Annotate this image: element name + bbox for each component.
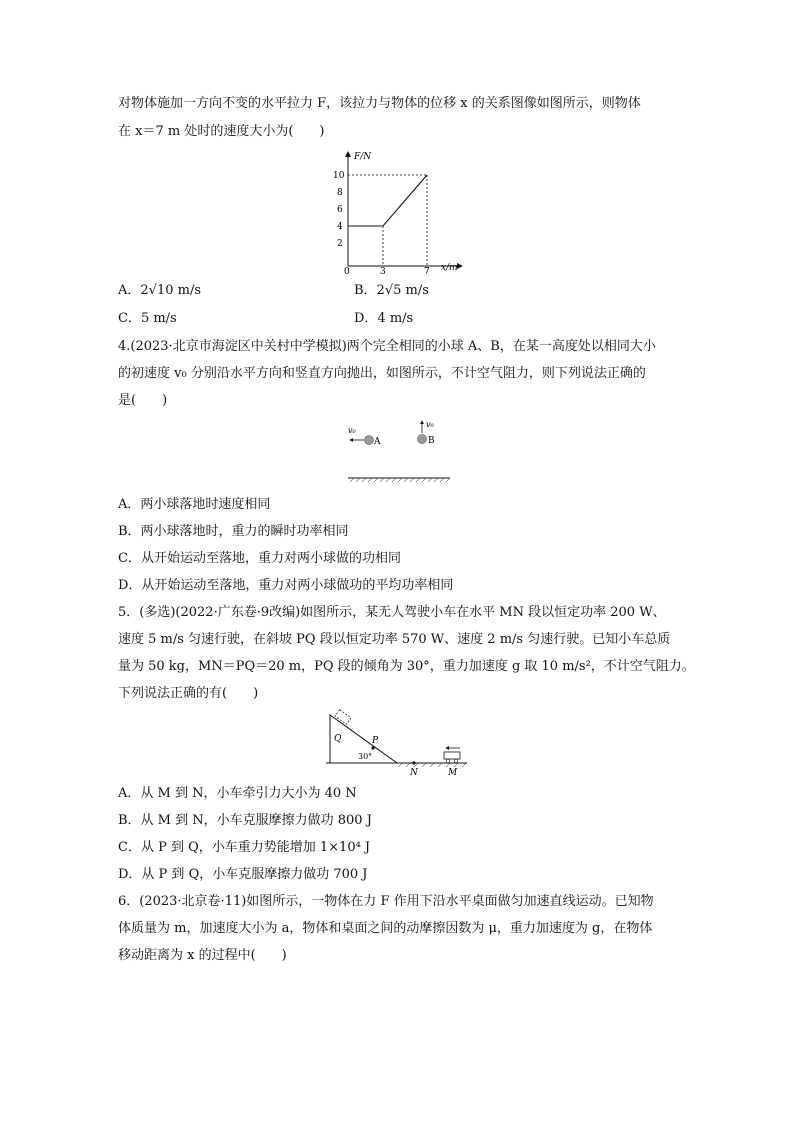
x-axis-label: x/m: [441, 263, 458, 273]
x-tick: 0: [344, 267, 350, 276]
y-tick: 8: [337, 188, 343, 198]
q6-stem-line1: 6．(2023·北京卷·11)如图所示，一物体在力 F 作用下沿水平桌面做匀加速直线运动。已知物: [118, 894, 654, 909]
label-q: Q: [334, 734, 342, 744]
y-tick: 10: [333, 171, 345, 181]
y-tick: 4: [337, 222, 343, 232]
y-axis-label: F/N: [354, 152, 372, 162]
q5-stem-line4: 下列说法正确的有( ): [118, 686, 259, 701]
q6-stem-line2: 体质量为 m，加速度大小为 a，物体和桌面之间的动摩擦因数为 μ，重力加速度为 g，在物体: [118, 921, 653, 936]
q4-stem-line2: 的初速度 v₀ 分别沿水平方向和竖直方向抛出，如图所示，不计空气阻力，则下列说法正确的: [118, 366, 646, 381]
q6-stem-line3: 移动距离为 x 的过程中( ): [118, 948, 287, 963]
cart-wheel: [446, 759, 450, 763]
q3-option-b: B．2√5 m/s: [354, 283, 429, 298]
q5-option-c: C．从 P 到 Q，小车重力势能增加 1×10⁴ J: [118, 840, 371, 855]
q4-projectile-figure: [340, 418, 460, 488]
ball-a-label: A: [374, 437, 381, 447]
force-line: [348, 175, 427, 226]
point-n: [412, 761, 415, 764]
q3-force-displacement-graph: [330, 146, 470, 276]
ground-hatch: [350, 478, 450, 482]
label-p: P: [372, 736, 379, 746]
q3-option-c: C．5 m/s: [118, 311, 177, 326]
y-tick: 6: [337, 205, 343, 215]
q5-option-d: D．从 P 到 Q，小车克服摩擦力做功 700 J: [118, 867, 368, 882]
q5-stem-line2: 速度 5 m/s 匀速行驶，在斜坡 PQ 段以恒定功率 570 W、速度 2 m/s 匀速行驶。已知小车总质: [118, 632, 671, 647]
v0-label-b: v₀: [426, 420, 434, 429]
v0-label-a: v₀: [348, 426, 356, 435]
q4-option-d: D．从开始运动至落地，重力对两小球做功的平均功率相同: [118, 578, 454, 593]
q3-stem-line1: 对物体施加一方向不变的水平拉力 F，该拉力与物体的位移 x 的关系图像如图所示，则物体: [118, 96, 641, 111]
q3-option-d: D．4 m/s: [354, 311, 414, 326]
q5-option-a: A．从 M 到 N，小车牵引力大小为 40 N: [118, 786, 357, 801]
ground-hatch: [398, 763, 466, 767]
q4-option-c: C．从开始运动至落地，重力对两小球做的功相同: [118, 551, 401, 566]
q4-option-a: A．两小球落地时速度相同: [118, 497, 271, 512]
q3-option-a: A．2√10 m/s: [118, 283, 201, 298]
ball-b: [418, 435, 427, 444]
cart-wheel: [454, 759, 458, 763]
q5-stem-line3: 量为 50 kg，MN＝PQ＝20 m，PQ 段的倾角为 30°，重力加速度 g 取 10 m/s²，不计空气阻力。: [118, 659, 695, 674]
q4-stem-line1: 4.(2023·北京市海淀区中关村中学模拟)两个完全相同的小球 A、B，在某一高度处以相同大小: [118, 339, 656, 354]
cart-on-slope: [335, 710, 351, 725]
ball-a: [365, 436, 374, 445]
point-p: [371, 746, 374, 749]
q5-option-b: B．从 M 到 N，小车克服摩擦力做功 800 J: [118, 813, 372, 828]
cart-on-flat: [444, 752, 460, 759]
q3-stem-line2: 在 x＝7 m 处时的速度大小为( ): [118, 124, 325, 139]
label-m: M: [448, 768, 458, 778]
q4-option-b: B．两小球落地时，重力的瞬时功率相同: [118, 524, 349, 539]
angle-label: 30°: [358, 752, 373, 761]
q4-stem-line3: 是( ): [118, 393, 168, 408]
q5-stem-line1: 5．(多选)(2022·广东卷·9改编)如图所示，某无人驾驶小车在水平 MN 段以恒定功率 200 W、: [118, 605, 666, 620]
ball-b-label: B: [428, 436, 435, 446]
y-tick: 2: [337, 239, 343, 249]
x-tick: 3: [380, 267, 386, 276]
q5-slope-figure: [322, 707, 472, 779]
label-n: N: [410, 768, 418, 778]
x-tick: 7: [424, 267, 430, 276]
